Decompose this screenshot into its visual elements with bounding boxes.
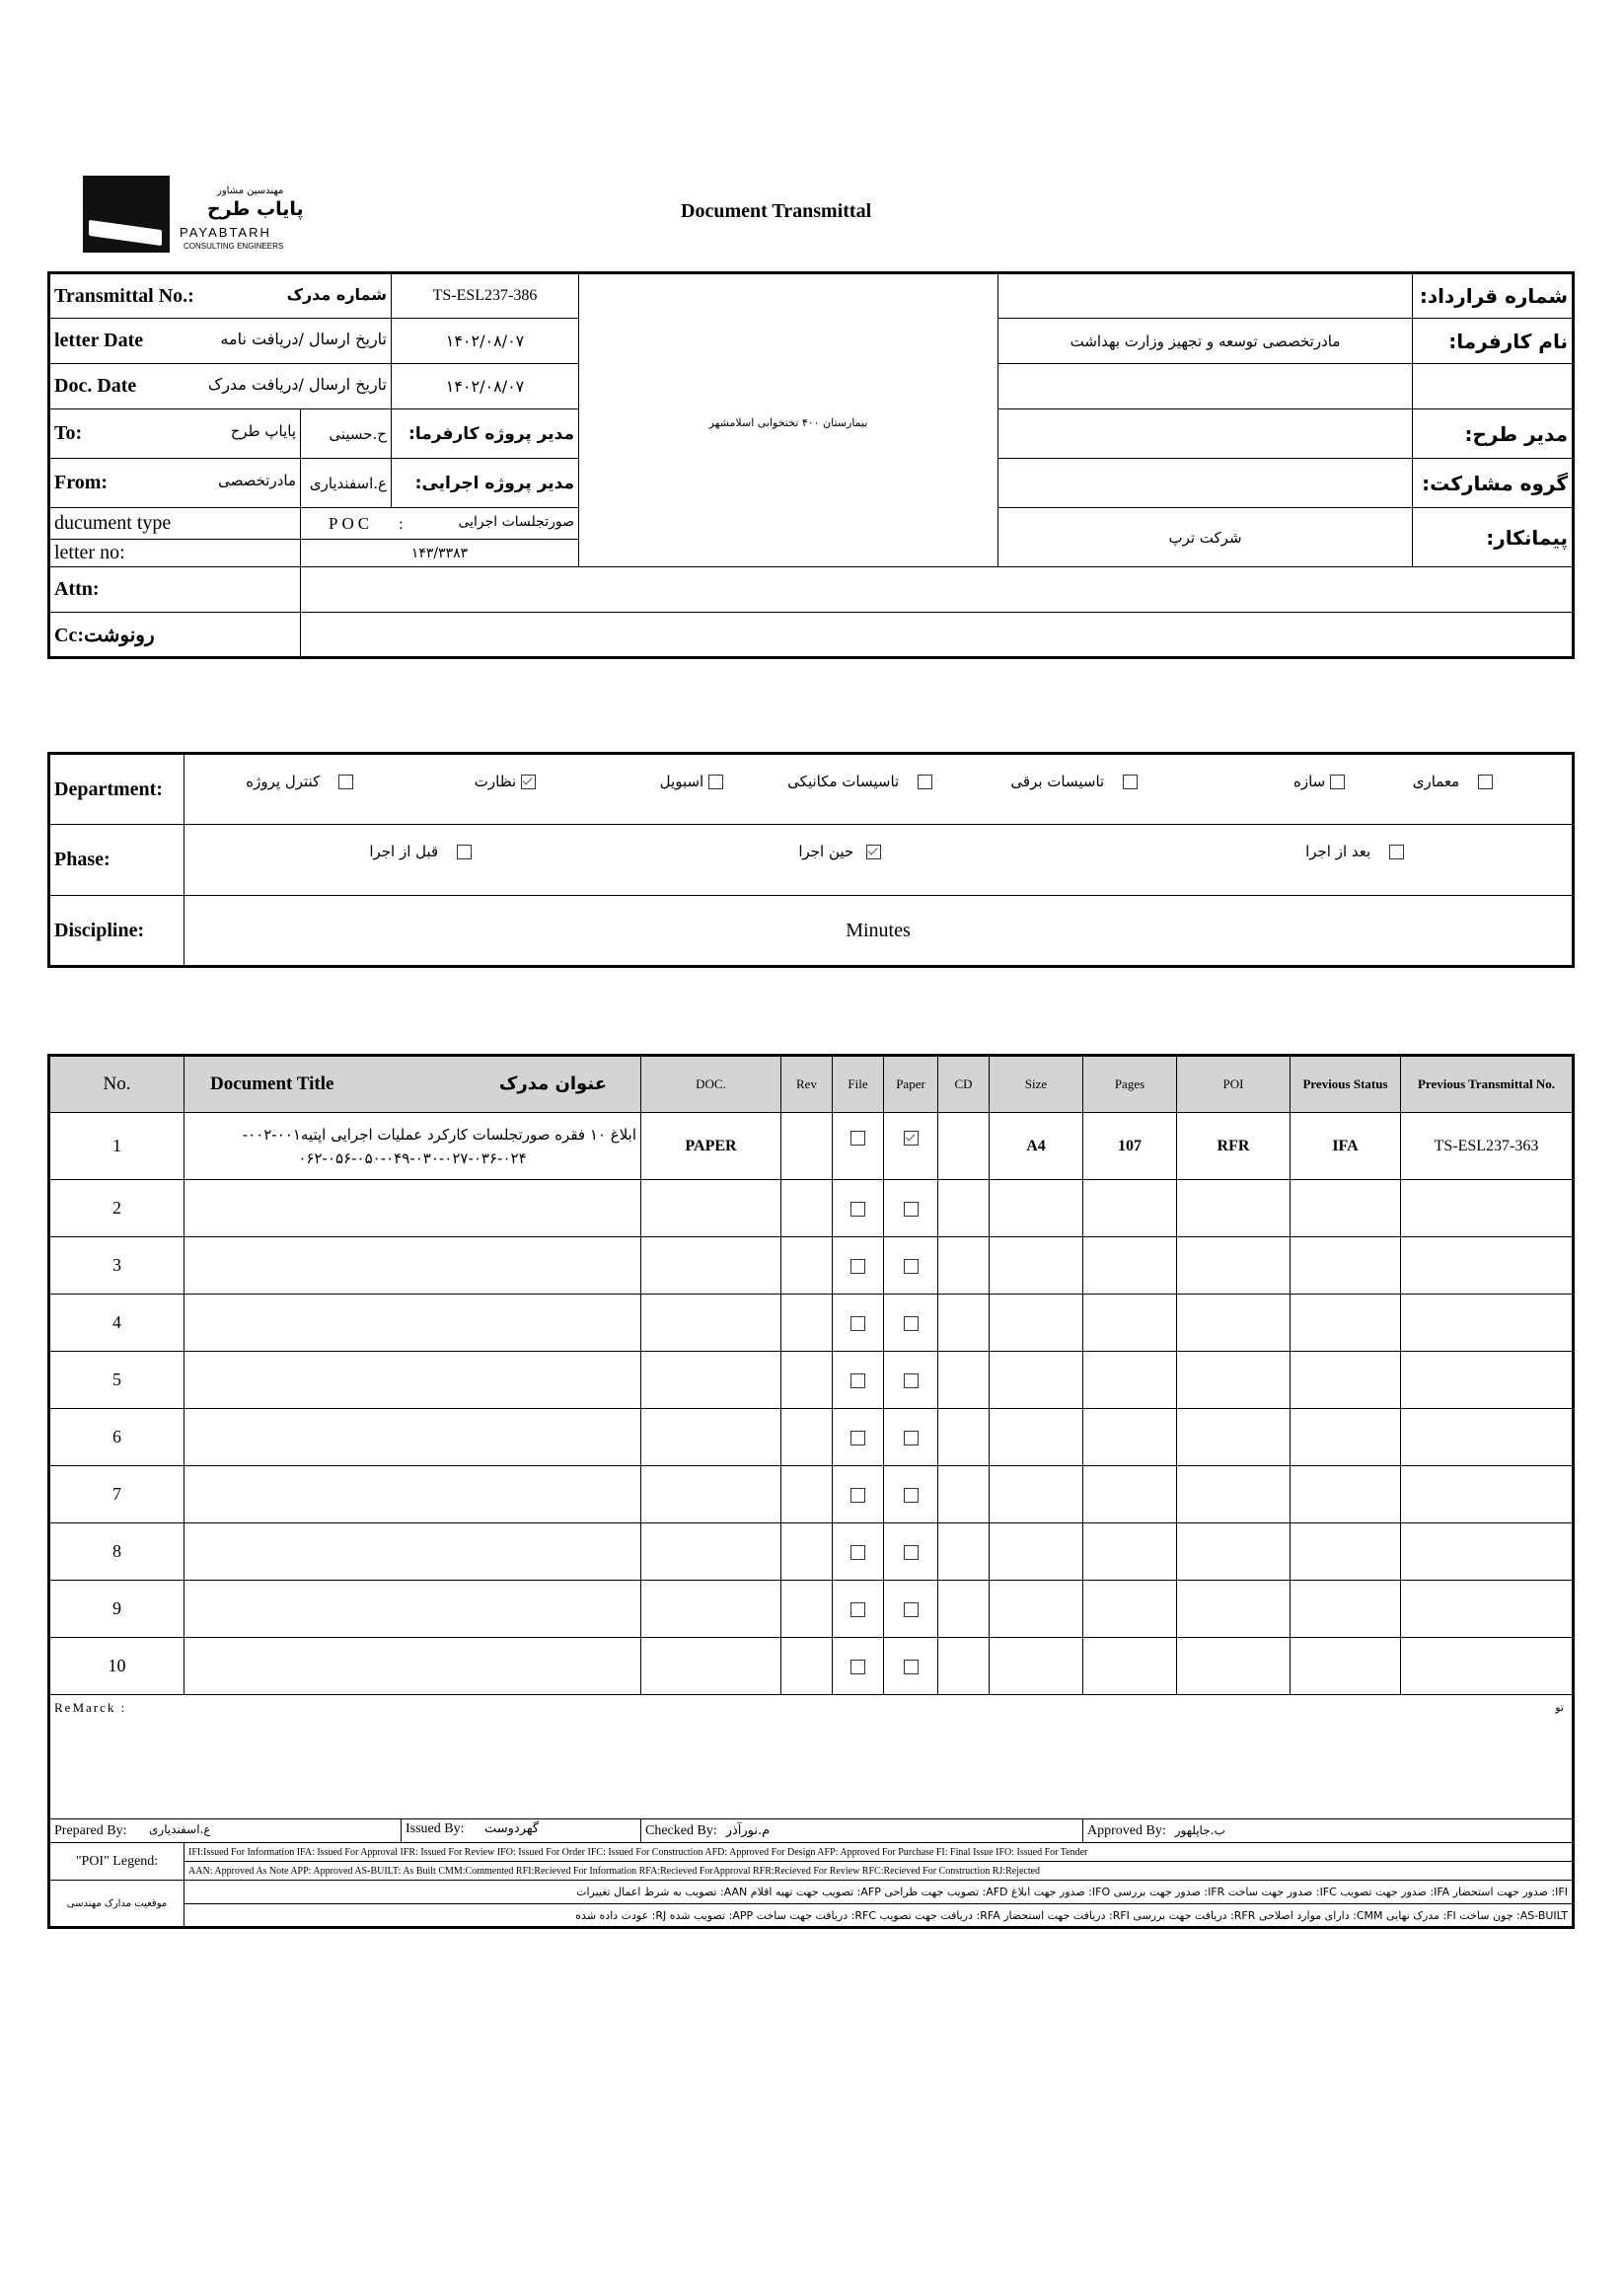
- row-doc[interactable]: [641, 1352, 781, 1409]
- contractor-value: شرکت ترپ: [998, 508, 1413, 567]
- dept-option-supervision[interactable]: [475, 773, 536, 790]
- phase-checkbox-during[interactable]: [866, 845, 881, 859]
- row-title[interactable]: [185, 1295, 641, 1352]
- doc-date-value: ۱۴۰۲/۰۸/۰۷: [392, 364, 579, 409]
- to-label: To:: [54, 422, 83, 444]
- row-rev[interactable]: [781, 1113, 833, 1180]
- col-no: No.: [49, 1056, 185, 1113]
- row-doc[interactable]: [641, 1295, 781, 1352]
- design-manager-label: مدیر طرح:: [1413, 409, 1574, 459]
- file-checkbox[interactable]: [850, 1660, 865, 1674]
- status-legend-line2: AS-BUILT: چون ساخت FI: مدرک نهایی CMM: دارای موارد اصلاحی RFR: دریافت جهت بررسی RFI: دریافت جهت استحضار RFA: دریافت جهت تصویب RFC: دریافت جهت ساخت APP: تصویب شده RJ: عودت داده شده: [185, 1904, 1574, 1928]
- row-prev-transmittal[interactable]: [1401, 1466, 1574, 1523]
- row-prev-transmittal[interactable]: [1401, 1523, 1574, 1581]
- row-cd[interactable]: [938, 1581, 990, 1638]
- row-prev-status[interactable]: [1291, 1466, 1401, 1523]
- dept-option-electrical[interactable]: [1010, 773, 1138, 790]
- row-cd[interactable]: [938, 1523, 990, 1581]
- doc-date-cell: [49, 364, 392, 409]
- row-doc[interactable]: [641, 1466, 781, 1523]
- row-size[interactable]: [990, 1409, 1083, 1466]
- table-row: [49, 1352, 1574, 1409]
- col-file: File: [833, 1056, 884, 1113]
- client-label: نام کارفرما:: [1413, 319, 1574, 364]
- row-size[interactable]: [990, 1466, 1083, 1523]
- paper-checkbox[interactable]: [904, 1202, 919, 1217]
- row-no: 4: [49, 1295, 185, 1352]
- row-prev-transmittal[interactable]: [1401, 1638, 1574, 1695]
- dept-checkbox-electrical[interactable]: [1123, 775, 1138, 789]
- row-doc[interactable]: [641, 1180, 781, 1237]
- issued-by-value: گهردوست: [484, 1821, 540, 1836]
- row-pages[interactable]: [1083, 1237, 1177, 1295]
- remark-cell[interactable]: [49, 1695, 1574, 1819]
- row-doc[interactable]: [641, 1237, 781, 1295]
- letter-no-label-cell: [49, 540, 301, 567]
- row-pages[interactable]: [1083, 1352, 1177, 1409]
- row-title[interactable]: [185, 1113, 641, 1180]
- row-prev-transmittal[interactable]: [1401, 1581, 1574, 1638]
- row-paper[interactable]: [884, 1581, 938, 1638]
- to-value: پایاپ طرح: [230, 422, 296, 440]
- discipline-label: Discipline:: [49, 896, 185, 967]
- logo-en-name: PAYABTARH: [180, 225, 271, 240]
- dept-checkbox-project-control[interactable]: [338, 775, 353, 789]
- document-title: Document Transmittal: [681, 200, 872, 222]
- row-title[interactable]: [185, 1180, 641, 1237]
- row-file[interactable]: [833, 1638, 884, 1695]
- row-size[interactable]: [990, 1237, 1083, 1295]
- row-prev-status[interactable]: IFA: [1291, 1113, 1401, 1180]
- cc-value[interactable]: [301, 613, 1574, 658]
- row-paper[interactable]: [884, 1295, 938, 1352]
- letter-no-label: letter no:: [54, 542, 125, 563]
- status-legend-line1: IFI: صدور جهت استحضار IFA: صدور جهت تصویب IFC: صدور جهت ساخت IFR: صدور جهت بررسی IFO: صدور جهت ابلاغ AFD: تصویب جهت طراحی AFP: تصویب جهت تهیه اقلام AAN: تصویب به شرط اعمال تغییرات: [185, 1881, 1574, 1904]
- phase-option-before[interactable]: [369, 843, 472, 860]
- doc-type-label: ducument type: [54, 512, 172, 534]
- prepared-by-value: ع.اسفندیاری: [149, 1822, 211, 1836]
- table-row: [49, 1237, 1574, 1295]
- approved-by-cell: [1083, 1819, 1574, 1843]
- row-rev[interactable]: [781, 1295, 833, 1352]
- row-doc[interactable]: [641, 1409, 781, 1466]
- row-rev[interactable]: [781, 1638, 833, 1695]
- dept-checkbox-mechanical[interactable]: [918, 775, 932, 789]
- row-no: 10: [49, 1638, 185, 1695]
- row-pages[interactable]: [1083, 1295, 1177, 1352]
- dept-label-supervision: نظارت: [474, 773, 517, 790]
- approved-by-label: Approved By:: [1087, 1822, 1166, 1838]
- row-poi[interactable]: [1177, 1466, 1291, 1523]
- row-file[interactable]: [833, 1113, 884, 1180]
- paper-checkbox[interactable]: [904, 1488, 919, 1503]
- row-no: 3: [49, 1237, 185, 1295]
- letter-date-label: letter Date: [54, 330, 144, 351]
- row-rev[interactable]: [781, 1352, 833, 1409]
- dept-label-architecture: معماری: [1412, 773, 1460, 790]
- doc-date-fa-label: تاریخ ارسال /دریافت مدرک: [207, 375, 387, 394]
- row-paper[interactable]: [884, 1113, 938, 1180]
- row-poi[interactable]: [1177, 1237, 1291, 1295]
- row-size[interactable]: [990, 1638, 1083, 1695]
- employer-pm-label: مدیر پروژه کارفرما:: [392, 409, 579, 459]
- row-file[interactable]: [833, 1295, 884, 1352]
- dept-label-structure: سازه: [1292, 773, 1326, 790]
- issued-by-label: Issued By:: [406, 1821, 465, 1836]
- file-checkbox[interactable]: [850, 1545, 865, 1560]
- row-pages[interactable]: [1083, 1523, 1177, 1581]
- row-paper[interactable]: [884, 1237, 938, 1295]
- paper-checkbox[interactable]: [904, 1316, 919, 1331]
- dept-option-mechanical[interactable]: [787, 773, 932, 790]
- col-rev: Rev: [781, 1056, 833, 1113]
- transmittal-no-fa-label: شماره مدرک: [286, 284, 387, 304]
- row-paper[interactable]: [884, 1523, 938, 1581]
- row-cd[interactable]: [938, 1295, 990, 1352]
- row-cd[interactable]: [938, 1409, 990, 1466]
- row-prev-status[interactable]: [1291, 1237, 1401, 1295]
- row-prev-status[interactable]: [1291, 1180, 1401, 1237]
- col-size: Size: [990, 1056, 1083, 1113]
- row-rev[interactable]: [781, 1523, 833, 1581]
- attn-label-cell: [49, 567, 301, 613]
- contract-no-label: شماره قرارداد:: [1413, 273, 1574, 319]
- row-file[interactable]: [833, 1466, 884, 1523]
- col-cd: CD: [938, 1056, 990, 1113]
- row-file[interactable]: [833, 1180, 884, 1237]
- row-poi[interactable]: [1177, 1352, 1291, 1409]
- row-file[interactable]: [833, 1581, 884, 1638]
- paper-checkbox[interactable]: [904, 1602, 919, 1617]
- row-cd[interactable]: [938, 1237, 990, 1295]
- checked-by-value: م.نورآذر: [725, 1822, 771, 1838]
- col-poi: POI: [1177, 1056, 1291, 1113]
- dept-label-electrical: تاسیسات برقی: [1010, 773, 1105, 790]
- client-value: مادرتخصصی توسعه و تجهیز وزارت بهداشت: [998, 319, 1413, 364]
- row-file[interactable]: [833, 1409, 884, 1466]
- dept-label-mechanical: تاسیسات مکانیکی: [787, 773, 900, 790]
- row-prev-transmittal[interactable]: [1401, 1352, 1574, 1409]
- row-no: 8: [49, 1523, 185, 1581]
- row-paper[interactable]: [884, 1638, 938, 1695]
- contract-no-value: [998, 273, 1413, 319]
- paper-checkbox[interactable]: [904, 1431, 919, 1445]
- phase-label-during: حین اجرا: [798, 843, 854, 860]
- dept-checkbox-structure[interactable]: [1330, 775, 1345, 789]
- prepared-by-label: Prepared By:: [54, 1822, 127, 1838]
- letter-no-value: ۱۴۳/۳۳۸۳: [301, 540, 579, 567]
- from-value: مادرتخصصی: [218, 472, 296, 489]
- row-no: 1: [49, 1113, 185, 1180]
- row-rev[interactable]: [781, 1409, 833, 1466]
- file-checkbox[interactable]: [850, 1373, 865, 1388]
- letter-date-cell: [49, 319, 392, 364]
- row-doc[interactable]: PAPER: [641, 1113, 781, 1180]
- documents-header-row: [49, 1056, 1574, 1113]
- row-size[interactable]: [990, 1352, 1083, 1409]
- row-pages[interactable]: [1083, 1409, 1177, 1466]
- exec-pm-value: ع.اسفندیاری: [301, 459, 392, 508]
- letter-date-value: ۱۴۰۲/۰۸/۰۷: [392, 319, 579, 364]
- dept-option-project-control[interactable]: [246, 773, 353, 790]
- department-label: Department:: [49, 754, 185, 825]
- row-pages[interactable]: [1083, 1638, 1177, 1695]
- dept-label-civil: اسبویل: [659, 773, 704, 790]
- row-poi[interactable]: [1177, 1523, 1291, 1581]
- table-row: [49, 1523, 1574, 1581]
- cc-label-cell: [49, 613, 301, 658]
- doc-type-code: POC: [329, 513, 374, 533]
- paper-checkbox[interactable]: [904, 1131, 919, 1146]
- table-row: [49, 1581, 1574, 1638]
- row-prev-transmittal[interactable]: [1401, 1295, 1574, 1352]
- doc-type-cell: [301, 508, 579, 540]
- row-title[interactable]: [185, 1237, 641, 1295]
- table-row: [49, 1638, 1574, 1695]
- row-prev-transmittal[interactable]: [1401, 1409, 1574, 1466]
- transmittal-no-value: TS-ESL237-386: [392, 273, 579, 319]
- table-row: [49, 1409, 1574, 1466]
- row-no: 9: [49, 1581, 185, 1638]
- row-prev-status[interactable]: [1291, 1581, 1401, 1638]
- row-file[interactable]: [833, 1237, 884, 1295]
- row-cd[interactable]: [938, 1180, 990, 1237]
- remark-label: ReMarck :: [54, 1700, 127, 1715]
- row-doc[interactable]: [641, 1581, 781, 1638]
- file-checkbox[interactable]: [850, 1316, 865, 1331]
- attn-value[interactable]: [301, 567, 1574, 613]
- row-title-line2: ۰۶۲-۰۵۶-۰۵۰-۰۴۹-۰۳۰-۰۲۷-۰۳۶-۰۲۴: [298, 1148, 527, 1167]
- row-title[interactable]: [185, 1523, 641, 1581]
- row-prev-status[interactable]: [1291, 1523, 1401, 1581]
- row-cd[interactable]: [938, 1352, 990, 1409]
- row-rev[interactable]: [781, 1237, 833, 1295]
- phase-checkbox-before[interactable]: [457, 845, 472, 859]
- discipline-value: Minutes: [185, 896, 1574, 967]
- col-doc: DOC.: [641, 1056, 781, 1113]
- dept-option-civil[interactable]: [660, 773, 723, 790]
- row-poi[interactable]: [1177, 1295, 1291, 1352]
- dept-checkbox-civil[interactable]: [708, 775, 723, 789]
- to-cell: [49, 409, 301, 459]
- department-options: [185, 754, 1574, 825]
- dept-option-structure[interactable]: [1293, 773, 1345, 790]
- project-name: بیمارستان ۴۰۰ تختخوابی اسلامشهر: [708, 415, 868, 429]
- row-title[interactable]: [185, 1466, 641, 1523]
- checked-by-cell: [641, 1819, 1083, 1843]
- row-size[interactable]: [990, 1180, 1083, 1237]
- row-no: 6: [49, 1409, 185, 1466]
- col-title: [185, 1056, 641, 1113]
- row-pages[interactable]: 107: [1083, 1113, 1177, 1180]
- col-title-fa: عنوان مدرک: [498, 1074, 607, 1094]
- col-pages: Pages: [1083, 1056, 1177, 1113]
- design-manager-value: [998, 409, 1413, 459]
- row-pages[interactable]: [1083, 1466, 1177, 1523]
- cc-label: Cc:رونوشت: [54, 624, 155, 646]
- row-paper[interactable]: [884, 1352, 938, 1409]
- phase-label: Phase:: [49, 825, 185, 896]
- row-poi[interactable]: [1177, 1180, 1291, 1237]
- table-row: [49, 1466, 1574, 1523]
- poi-legend-line1: IFI:Issued For Information IFA: Issued For Approval IFR: Issued For Review IFO: Issued For Order IFC: Issued For Construction AFD: Approved For Design AFP: Approved For Purchase FI: Final Issue IFO: Issued For Tender: [185, 1843, 1574, 1862]
- row-paper[interactable]: [884, 1466, 938, 1523]
- dept-option-architecture[interactable]: [1413, 773, 1493, 790]
- approved-by-value: ب.جاپلهور: [1174, 1822, 1225, 1837]
- logo-fa-name: پایاب طرح: [207, 198, 304, 220]
- file-checkbox[interactable]: [850, 1602, 865, 1617]
- row-file[interactable]: [833, 1523, 884, 1581]
- doc-type-fa: صورتجلسات اجرایی: [458, 513, 574, 530]
- col-prev-status: Previous Status: [1291, 1056, 1401, 1113]
- from-cell: [49, 459, 301, 508]
- status-legend-label: موقعیت مدارک مهندسی: [49, 1881, 185, 1928]
- row-title-line1: ابلاغ ۱۰ فقره صورتجلسات کارکرد عملیات اجرایی اپتیه۰۰۱-۰۰۲-: [242, 1125, 636, 1144]
- exec-pm-label: مدیر پروژه اجرایی:: [392, 459, 579, 508]
- row-prev-status[interactable]: [1291, 1638, 1401, 1695]
- from-label: From:: [54, 472, 109, 493]
- phase-label-before: قبل از اجرا: [369, 843, 439, 860]
- row-no: 2: [49, 1180, 185, 1237]
- table-row: [49, 1180, 1574, 1237]
- poi-legend-line2: AAN: Approved As Note APP: Approved AS-BUILT: As Built CMM:Commented RFI:Recieved For Information RFA:Recieved ForApproval RFR:Recieved For Review RFC:Recieved For Construction RJ:Rejected: [185, 1862, 1574, 1881]
- row-paper[interactable]: [884, 1180, 938, 1237]
- paper-checkbox[interactable]: [904, 1660, 919, 1674]
- attn-label: Attn:: [54, 578, 100, 600]
- phase-option-during[interactable]: [798, 843, 881, 860]
- contractor-label: پیمانکار:: [1413, 508, 1574, 567]
- letter-date-fa-label: تاریخ ارسال /دریافت نامه: [220, 330, 387, 348]
- documents-body: [49, 1113, 1574, 1695]
- row-poi[interactable]: [1177, 1409, 1291, 1466]
- row-title[interactable]: [185, 1638, 641, 1695]
- file-checkbox[interactable]: [850, 1259, 865, 1274]
- documents-table: [47, 1054, 1575, 1929]
- paper-checkbox[interactable]: [904, 1259, 919, 1274]
- row-size[interactable]: A4: [990, 1113, 1083, 1180]
- row-rev[interactable]: [781, 1581, 833, 1638]
- row-cd[interactable]: [938, 1466, 990, 1523]
- row-poi[interactable]: [1177, 1581, 1291, 1638]
- row-cd[interactable]: [938, 1638, 990, 1695]
- row-doc[interactable]: [641, 1638, 781, 1695]
- row-doc[interactable]: [641, 1523, 781, 1581]
- partner-value: [998, 459, 1413, 508]
- row-cd[interactable]: [938, 1113, 990, 1180]
- phase-label-after: بعد از اجرا: [1305, 843, 1371, 860]
- phase-option-after[interactable]: [1305, 843, 1404, 860]
- blank-right-cell: [998, 364, 1413, 409]
- row-prev-status[interactable]: [1291, 1295, 1401, 1352]
- dept-checkbox-architecture[interactable]: [1478, 775, 1493, 789]
- row-pages[interactable]: [1083, 1581, 1177, 1638]
- row-prev-status[interactable]: [1291, 1409, 1401, 1466]
- row-prev-transmittal[interactable]: TS-ESL237-363: [1401, 1113, 1574, 1180]
- phase-checkbox-after[interactable]: [1389, 845, 1404, 859]
- file-checkbox[interactable]: [850, 1488, 865, 1503]
- row-pages[interactable]: [1083, 1180, 1177, 1237]
- col-paper: Paper: [884, 1056, 938, 1113]
- row-size[interactable]: [990, 1581, 1083, 1638]
- row-poi[interactable]: [1177, 1638, 1291, 1695]
- checked-by-label: Checked By:: [645, 1822, 717, 1838]
- phase-options: [185, 825, 1574, 896]
- row-prev-transmittal[interactable]: [1401, 1180, 1574, 1237]
- paper-checkbox[interactable]: [904, 1373, 919, 1388]
- row-title[interactable]: [185, 1352, 641, 1409]
- row-prev-transmittal[interactable]: [1401, 1237, 1574, 1295]
- employer-pm-value: ح.حسینی: [301, 409, 392, 459]
- table-row: [49, 1295, 1574, 1352]
- classification-table: [47, 752, 1575, 968]
- row-no: 5: [49, 1352, 185, 1409]
- doc-type-label-cell: [49, 508, 301, 540]
- dept-label-project-control: کنترل پروژه: [246, 773, 321, 790]
- signoff-row: [49, 1819, 1574, 1843]
- doc-date-label: Doc. Date: [54, 375, 137, 397]
- paper-checkbox[interactable]: [904, 1545, 919, 1560]
- col-prev-transmittal: Previous Transmittal No.: [1401, 1056, 1574, 1113]
- row-size[interactable]: [990, 1523, 1083, 1581]
- doc-type-colon: :: [399, 515, 404, 533]
- row-size[interactable]: [990, 1295, 1083, 1352]
- file-checkbox[interactable]: [850, 1431, 865, 1445]
- poi-legend-label: "POI" Legend:: [49, 1843, 185, 1881]
- logo-fa-subtitle: مهندسین مشاور: [217, 185, 284, 196]
- dept-checkbox-supervision[interactable]: [521, 775, 536, 789]
- transmittal-no-label: Transmittal No.:: [54, 284, 194, 307]
- project-name-cell: [579, 273, 998, 567]
- row-poi[interactable]: RFR: [1177, 1113, 1291, 1180]
- row-file[interactable]: [833, 1352, 884, 1409]
- remark-fa-mark: تو: [1555, 1701, 1564, 1714]
- row-prev-status[interactable]: [1291, 1352, 1401, 1409]
- col-title-en: Document Title: [210, 1074, 334, 1094]
- file-checkbox[interactable]: [850, 1131, 865, 1146]
- transmittal-no-cell: [49, 273, 392, 319]
- row-rev[interactable]: [781, 1180, 833, 1237]
- blank-right-label-cell: [1413, 364, 1574, 409]
- row-rev[interactable]: [781, 1466, 833, 1523]
- table-row: [49, 1113, 1574, 1180]
- logo-en-subtitle: CONSULTING ENGINEERS: [184, 242, 284, 251]
- row-no: 7: [49, 1466, 185, 1523]
- header-table: [47, 271, 1575, 659]
- row-paper[interactable]: [884, 1409, 938, 1466]
- file-checkbox[interactable]: [850, 1202, 865, 1217]
- prepared-by-cell: [49, 1819, 641, 1843]
- row-title[interactable]: [185, 1409, 641, 1466]
- row-title[interactable]: [185, 1581, 641, 1638]
- partner-label: گروه مشارکت:: [1413, 459, 1574, 508]
